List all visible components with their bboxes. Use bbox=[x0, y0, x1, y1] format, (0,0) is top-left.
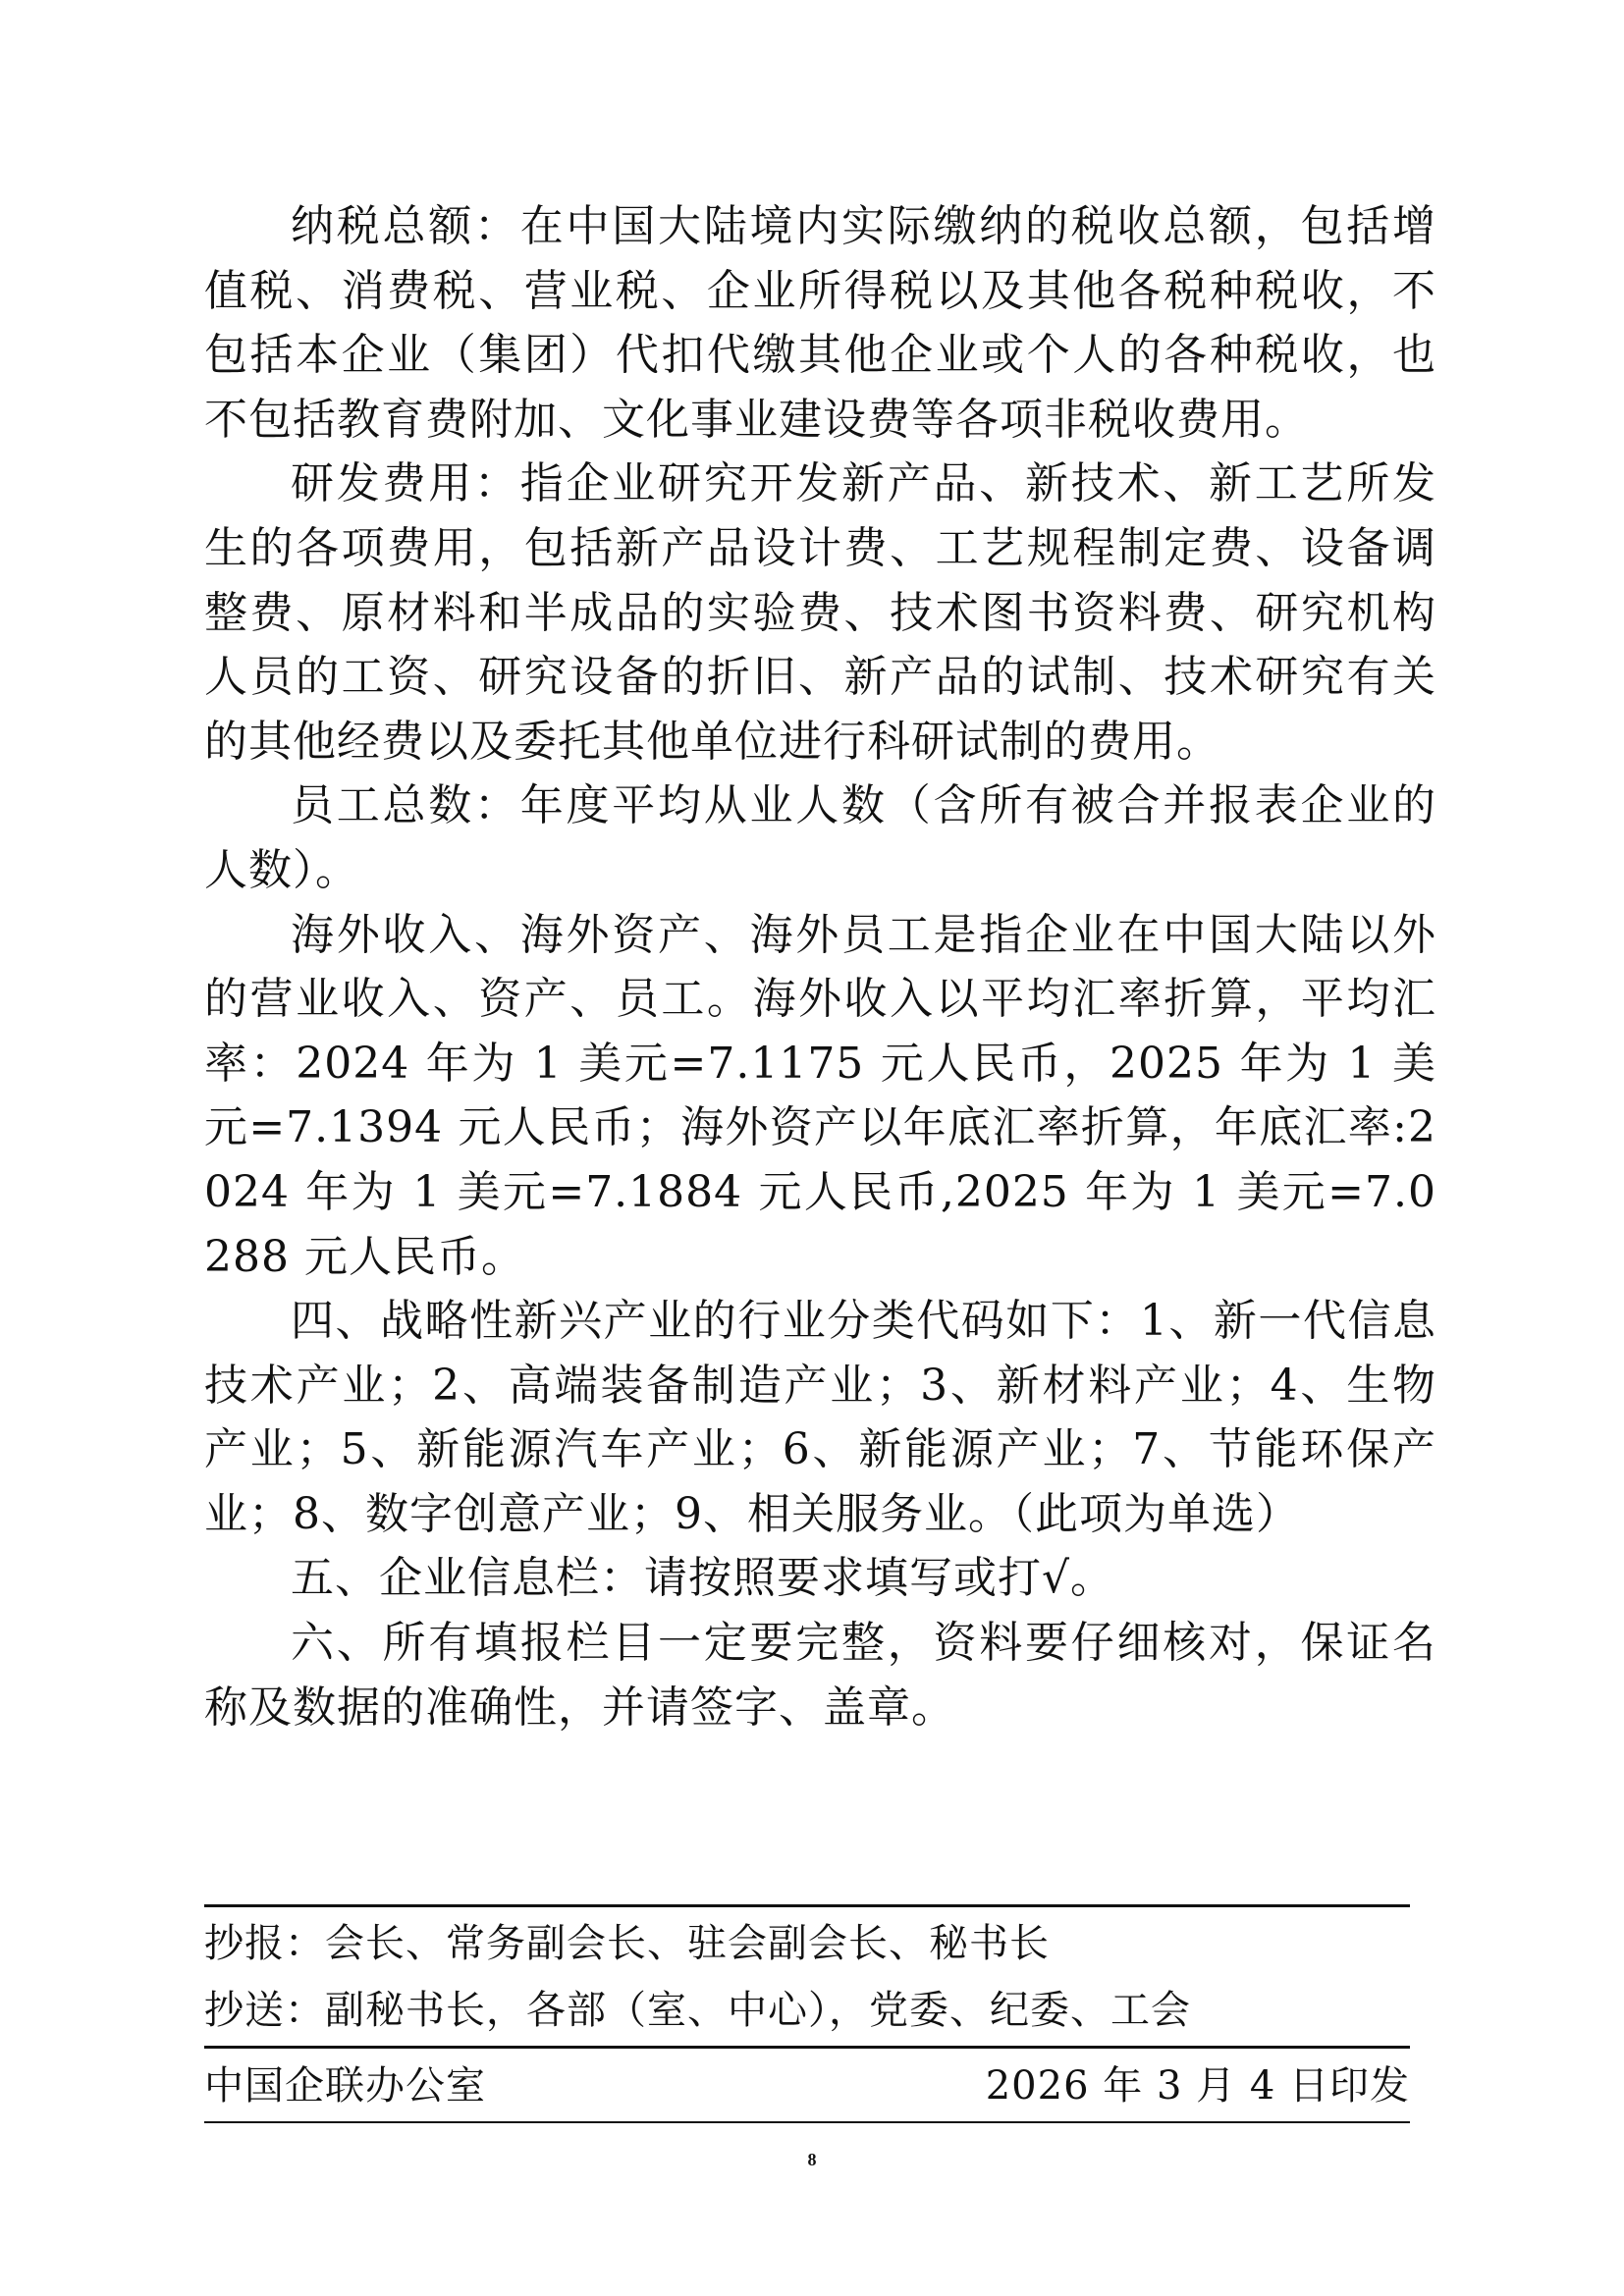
issuing-office: 中国企联办公室 bbox=[204, 2063, 486, 2109]
issuer-row bbox=[204, 2062, 1410, 2111]
rd-expense-definition: 研发费用：指企业研究开发新产品、新技术、新工艺所发生的各项费用，包括新产品设计费、工艺规程制定费、设备调整费、原材料和半成品的实验费、技术图书资料费、研究机构人员的工资、研究设备的折旧、新产品的试制、技术研究有关的其他经费以及委托其他单位进行科研试制的费用。 bbox=[204, 458, 1436, 767]
issue-date: 2026 年 3 月 4 日印发 bbox=[985, 2063, 1410, 2109]
document-body bbox=[204, 194, 1436, 1739]
employee-total-definition: 员工总数：年度平均从业人数（含所有被合并报表企业的人数）。 bbox=[204, 780, 1436, 895]
tax-total-definition: 纳税总额：在中国大陆境内实际缴纳的税收总额，包括增值税、消费税、营业税、企业所得税以及其他各税种税收，不包括本企业（集团）代扣代缴其他企业或个人的各种税收，也不包括教育费附加、文化事业建设费等各项非税收费用。 bbox=[204, 201, 1436, 445]
overseas-definition: 海外收入、海外资产、海外员工是指企业在中国大陆以外的营业收入、资产、员工。海外收入以平均汇率折算，平均汇率：2024 年为 1 美元=7.1175 元人民币，2025 年为 1 美元=7.1394 元人民币；海外资产以年底汇率折算，年底汇率:2024 年为 1 美元=7.1884 元人民币,2025 年为 1 美元=7.0288 元人民币。 bbox=[204, 909, 1436, 1282]
enterprise-info-instruction: 五、企业信息栏：请按照要求填写或打√。 bbox=[291, 1553, 1115, 1604]
distribution-top-divider bbox=[204, 1904, 1410, 1907]
copy-send-line: 抄送：副秘书长，各部（室、中心），党委、纪委、工会 bbox=[204, 1988, 1191, 2033]
industry-code-instruction: 四、战略性新兴产业的行业分类代码如下：1、新一代信息技术产业；2、高端装备制造产业；3、新材料产业；4、生物产业；5、新能源汽车产业；6、新能源产业；7、节能环保产业；8、数字创意产业；9、相关服务业。（此项为单选） bbox=[204, 1296, 1436, 1539]
issuer-bottom-divider bbox=[204, 2121, 1410, 2123]
distribution-middle-divider bbox=[204, 2046, 1410, 2049]
page-number: 8 bbox=[807, 2150, 817, 2169]
completeness-instruction: 六、所有填报栏目一定要完整，资料要仔细核对，保证名称及数据的准确性，并请签字、盖章。 bbox=[204, 1618, 1436, 1733]
copy-report-line: 抄报：会长、常务副会长、驻会副会长、秘书长 bbox=[204, 1921, 1050, 1966]
